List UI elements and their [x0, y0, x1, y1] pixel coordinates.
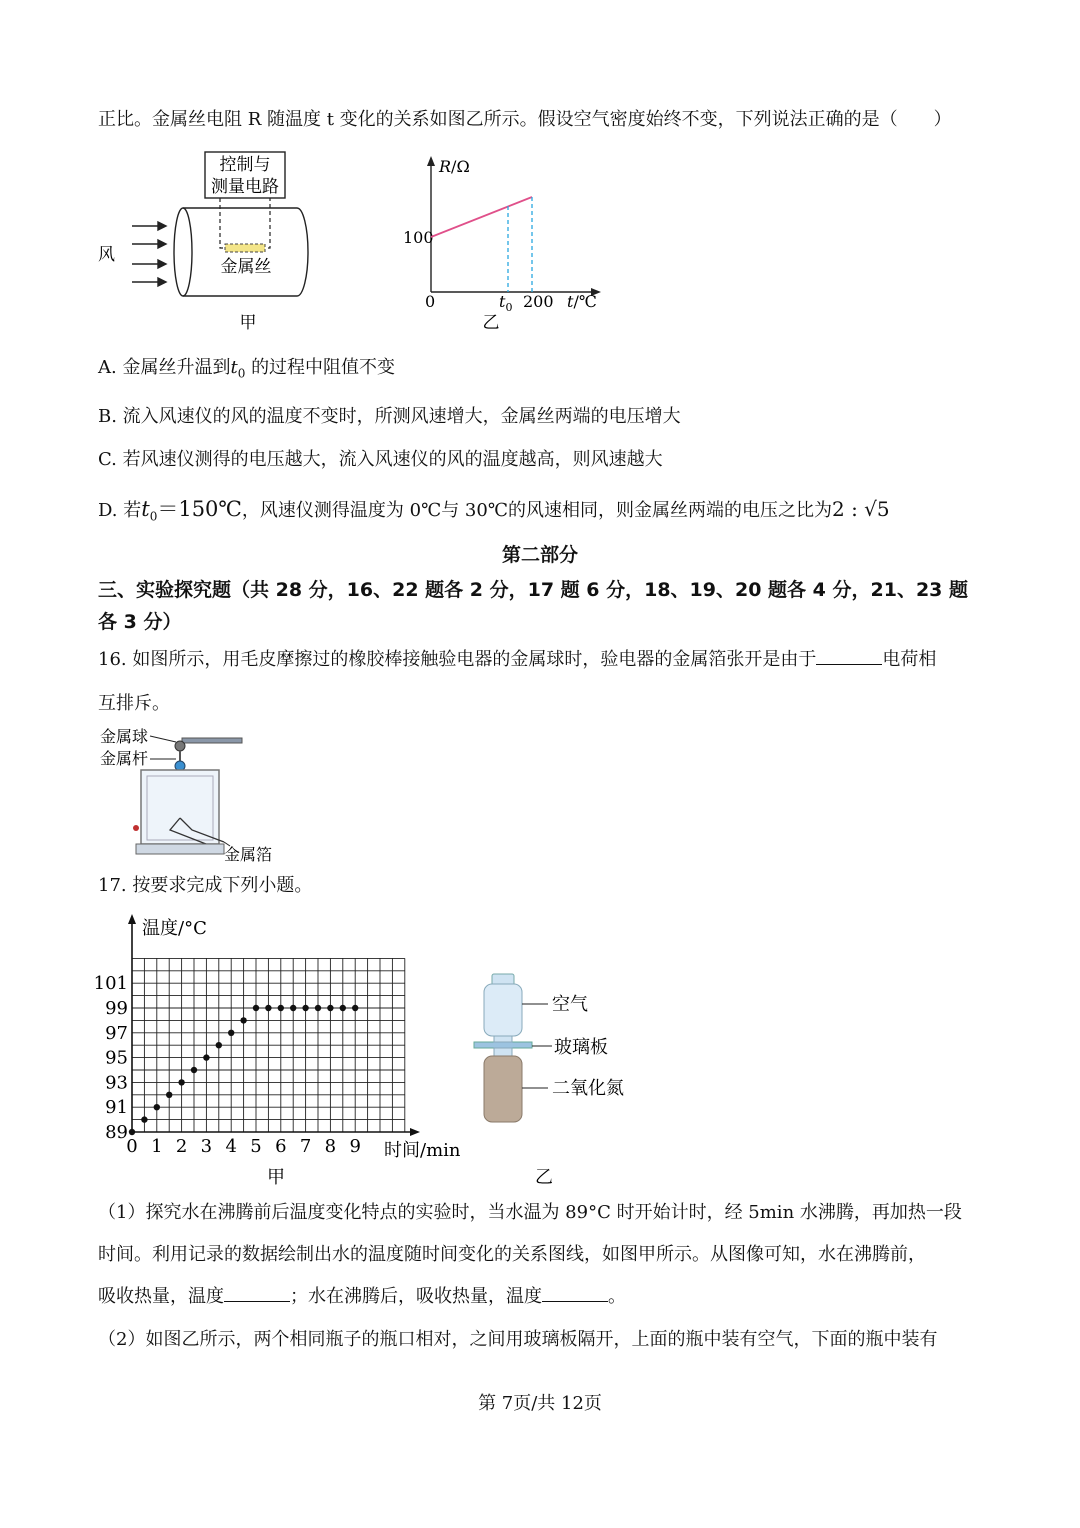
electroscope-figure — [96, 722, 286, 867]
x-tick-label: 5 — [250, 1136, 262, 1157]
wire-lead-dashed — [220, 198, 270, 248]
q17-1-blank-before[interactable] — [224, 1285, 290, 1302]
q16-blank[interactable] — [816, 648, 882, 665]
diffusion-bottles-figure — [468, 970, 658, 1190]
x-tick-label: 9 — [349, 1136, 361, 1157]
data-point — [191, 1067, 197, 1073]
label-metal-foil: 金属箔 — [224, 845, 273, 864]
wind-arrows — [132, 222, 166, 286]
y-tick-label: 97 — [105, 1022, 128, 1044]
data-point — [228, 1030, 234, 1036]
data-point — [265, 1005, 271, 1011]
q16-line2: 互排斥。 — [98, 693, 170, 714]
control-box-line1: 控制与 — [219, 155, 271, 175]
glass-plate — [474, 1042, 532, 1048]
y-tick-label: 101 — [94, 973, 128, 995]
t-x-label: 时间/min — [384, 1140, 461, 1161]
data-point — [178, 1079, 184, 1085]
data-point — [278, 1005, 284, 1011]
part-two-title: 第二部分 — [501, 544, 578, 566]
data-point — [216, 1042, 222, 1048]
label-metal-rod: 金属杆 — [100, 749, 149, 768]
resistance-line — [431, 197, 532, 237]
data-point — [253, 1005, 259, 1011]
temperature-time-chart — [94, 910, 464, 1192]
x-tick-label: 3 — [200, 1136, 213, 1157]
label-metal-ball: 金属球 — [100, 727, 149, 746]
data-point — [240, 1017, 246, 1023]
bottom-bottle — [484, 1056, 522, 1122]
x-tick-label: 4 — [225, 1136, 237, 1157]
x-tick-label: 1 — [151, 1136, 163, 1157]
q17-2-line1: （2）如图乙所示，两个相同瓶子的瓶口相对，之间用玻璃板隔开，上面的瓶中装有空气，下面的瓶中装有 — [98, 1329, 938, 1350]
data-point — [340, 1005, 346, 1011]
label-air: 空气 — [552, 994, 588, 1015]
x-tick-label: 0 — [126, 1136, 138, 1157]
t-y-label: 温度/°C — [142, 918, 207, 939]
y-axis-arrow — [427, 156, 435, 166]
q17-title: 17. 按要求完成下列小题。 — [98, 875, 313, 896]
x-tick-t0: $t_0$ — [499, 292, 513, 314]
y-tick-label: 99 — [105, 998, 128, 1019]
data-point — [166, 1092, 172, 1098]
q17-1-line3: 吸收热量，温度 ；水在沸腾后，吸收热量，温度 。 — [98, 1286, 626, 1307]
base — [136, 844, 224, 854]
y-tick-label: 91 — [105, 1097, 128, 1119]
data-point — [352, 1005, 358, 1011]
wind-meter-figure — [90, 148, 330, 338]
q16-line1: 16. 如图所示，用毛皮摩擦过的橡胶棒接触验电器的金属球时，验电器的金属箔张开是由于 电荷相 — [98, 649, 937, 670]
y-tick-label: 89 — [105, 1122, 128, 1143]
x-tick-0: 0 — [425, 292, 436, 311]
pipe-left-end — [174, 208, 192, 296]
fig-jia-caption: 甲 — [239, 313, 257, 333]
wire-label: 金属丝 — [220, 257, 272, 277]
fig-yi-caption: 乙 — [482, 313, 500, 333]
x-tick-label: 7 — [299, 1136, 312, 1157]
x-tick-label: 2 — [175, 1136, 188, 1157]
option-b: B. 流入风速仪的风的温度不变时，所测风速增大，金属丝两端的电压增大 — [98, 406, 681, 427]
t-chart-caption: 甲 — [267, 1167, 285, 1188]
top-bottle — [484, 984, 522, 1036]
x-tick-label: 6 — [275, 1136, 287, 1157]
question-intro: 正比。金属丝电阻 R 随温度 t 变化的关系如图乙所示。假设空气密度始终不变，下列说法正确的是（ ） — [98, 109, 952, 130]
label-glass-plate: 玻璃板 — [554, 1037, 608, 1058]
data-point — [327, 1005, 333, 1011]
metal-ball — [175, 741, 185, 751]
x-tick-200: 200 — [523, 292, 554, 311]
option-c: C. 若风速仪测得的电压越大，流入风速仪的风的温度越高，则风速越大 — [98, 449, 663, 470]
wind-label: 风 — [98, 245, 115, 265]
data-point — [129, 1129, 135, 1135]
x-tick-label: 8 — [324, 1136, 337, 1157]
data-point — [141, 1116, 147, 1122]
data-point — [302, 1005, 308, 1011]
q17-1-blank-after[interactable] — [542, 1285, 608, 1302]
glass-case — [141, 770, 219, 844]
label-no2: 二氧化氮 — [552, 1078, 624, 1099]
y-tick-100: 100 — [403, 228, 434, 247]
option-d: D. 若$t_0=150℃$，风速仪测得温度为 0℃与 30℃的风速相同，则金属丝两端的电压之比为2 : √5 — [98, 497, 890, 524]
option-a: A. 金属丝升温到$t_0$ 的过程中阻值不变 — [98, 357, 396, 381]
y-axis-label: R/Ω — [439, 157, 470, 176]
section-three-heading-2: 各 3 分） — [98, 611, 182, 633]
section-three-heading-1: 三、实验探究题（共 28 分，16、22 题各 2 分，17 题 6 分，18、19、20 题各 4 分，21、23 题 — [98, 579, 969, 601]
y-tick-label: 93 — [105, 1072, 128, 1094]
page-footer: 第 7页/共 12页 — [478, 1393, 602, 1414]
metal-wire — [225, 244, 265, 252]
data-point — [203, 1054, 209, 1060]
rubber-rod — [182, 738, 242, 743]
data-point — [315, 1005, 321, 1011]
data-point — [154, 1104, 160, 1110]
q17-1-line1: （1）探究水在沸腾前后温度变化特点的实验时，当水温为 89°C 时开始计时，经 5min 水沸腾，再加热一段 — [98, 1202, 962, 1223]
x-axis-label: t/℃ — [567, 292, 597, 311]
bottles-caption: 乙 — [535, 1167, 553, 1188]
control-box-line2: 测量电路 — [211, 177, 279, 197]
resistance-graph — [395, 150, 615, 335]
q17-1-line2: 时间。利用记录的数据绘制出水的温度随时间变化的关系图线，如图甲所示。从图像可知，水在沸腾前， — [98, 1244, 926, 1265]
y-tick-label: 95 — [105, 1047, 128, 1069]
data-point — [290, 1005, 296, 1011]
